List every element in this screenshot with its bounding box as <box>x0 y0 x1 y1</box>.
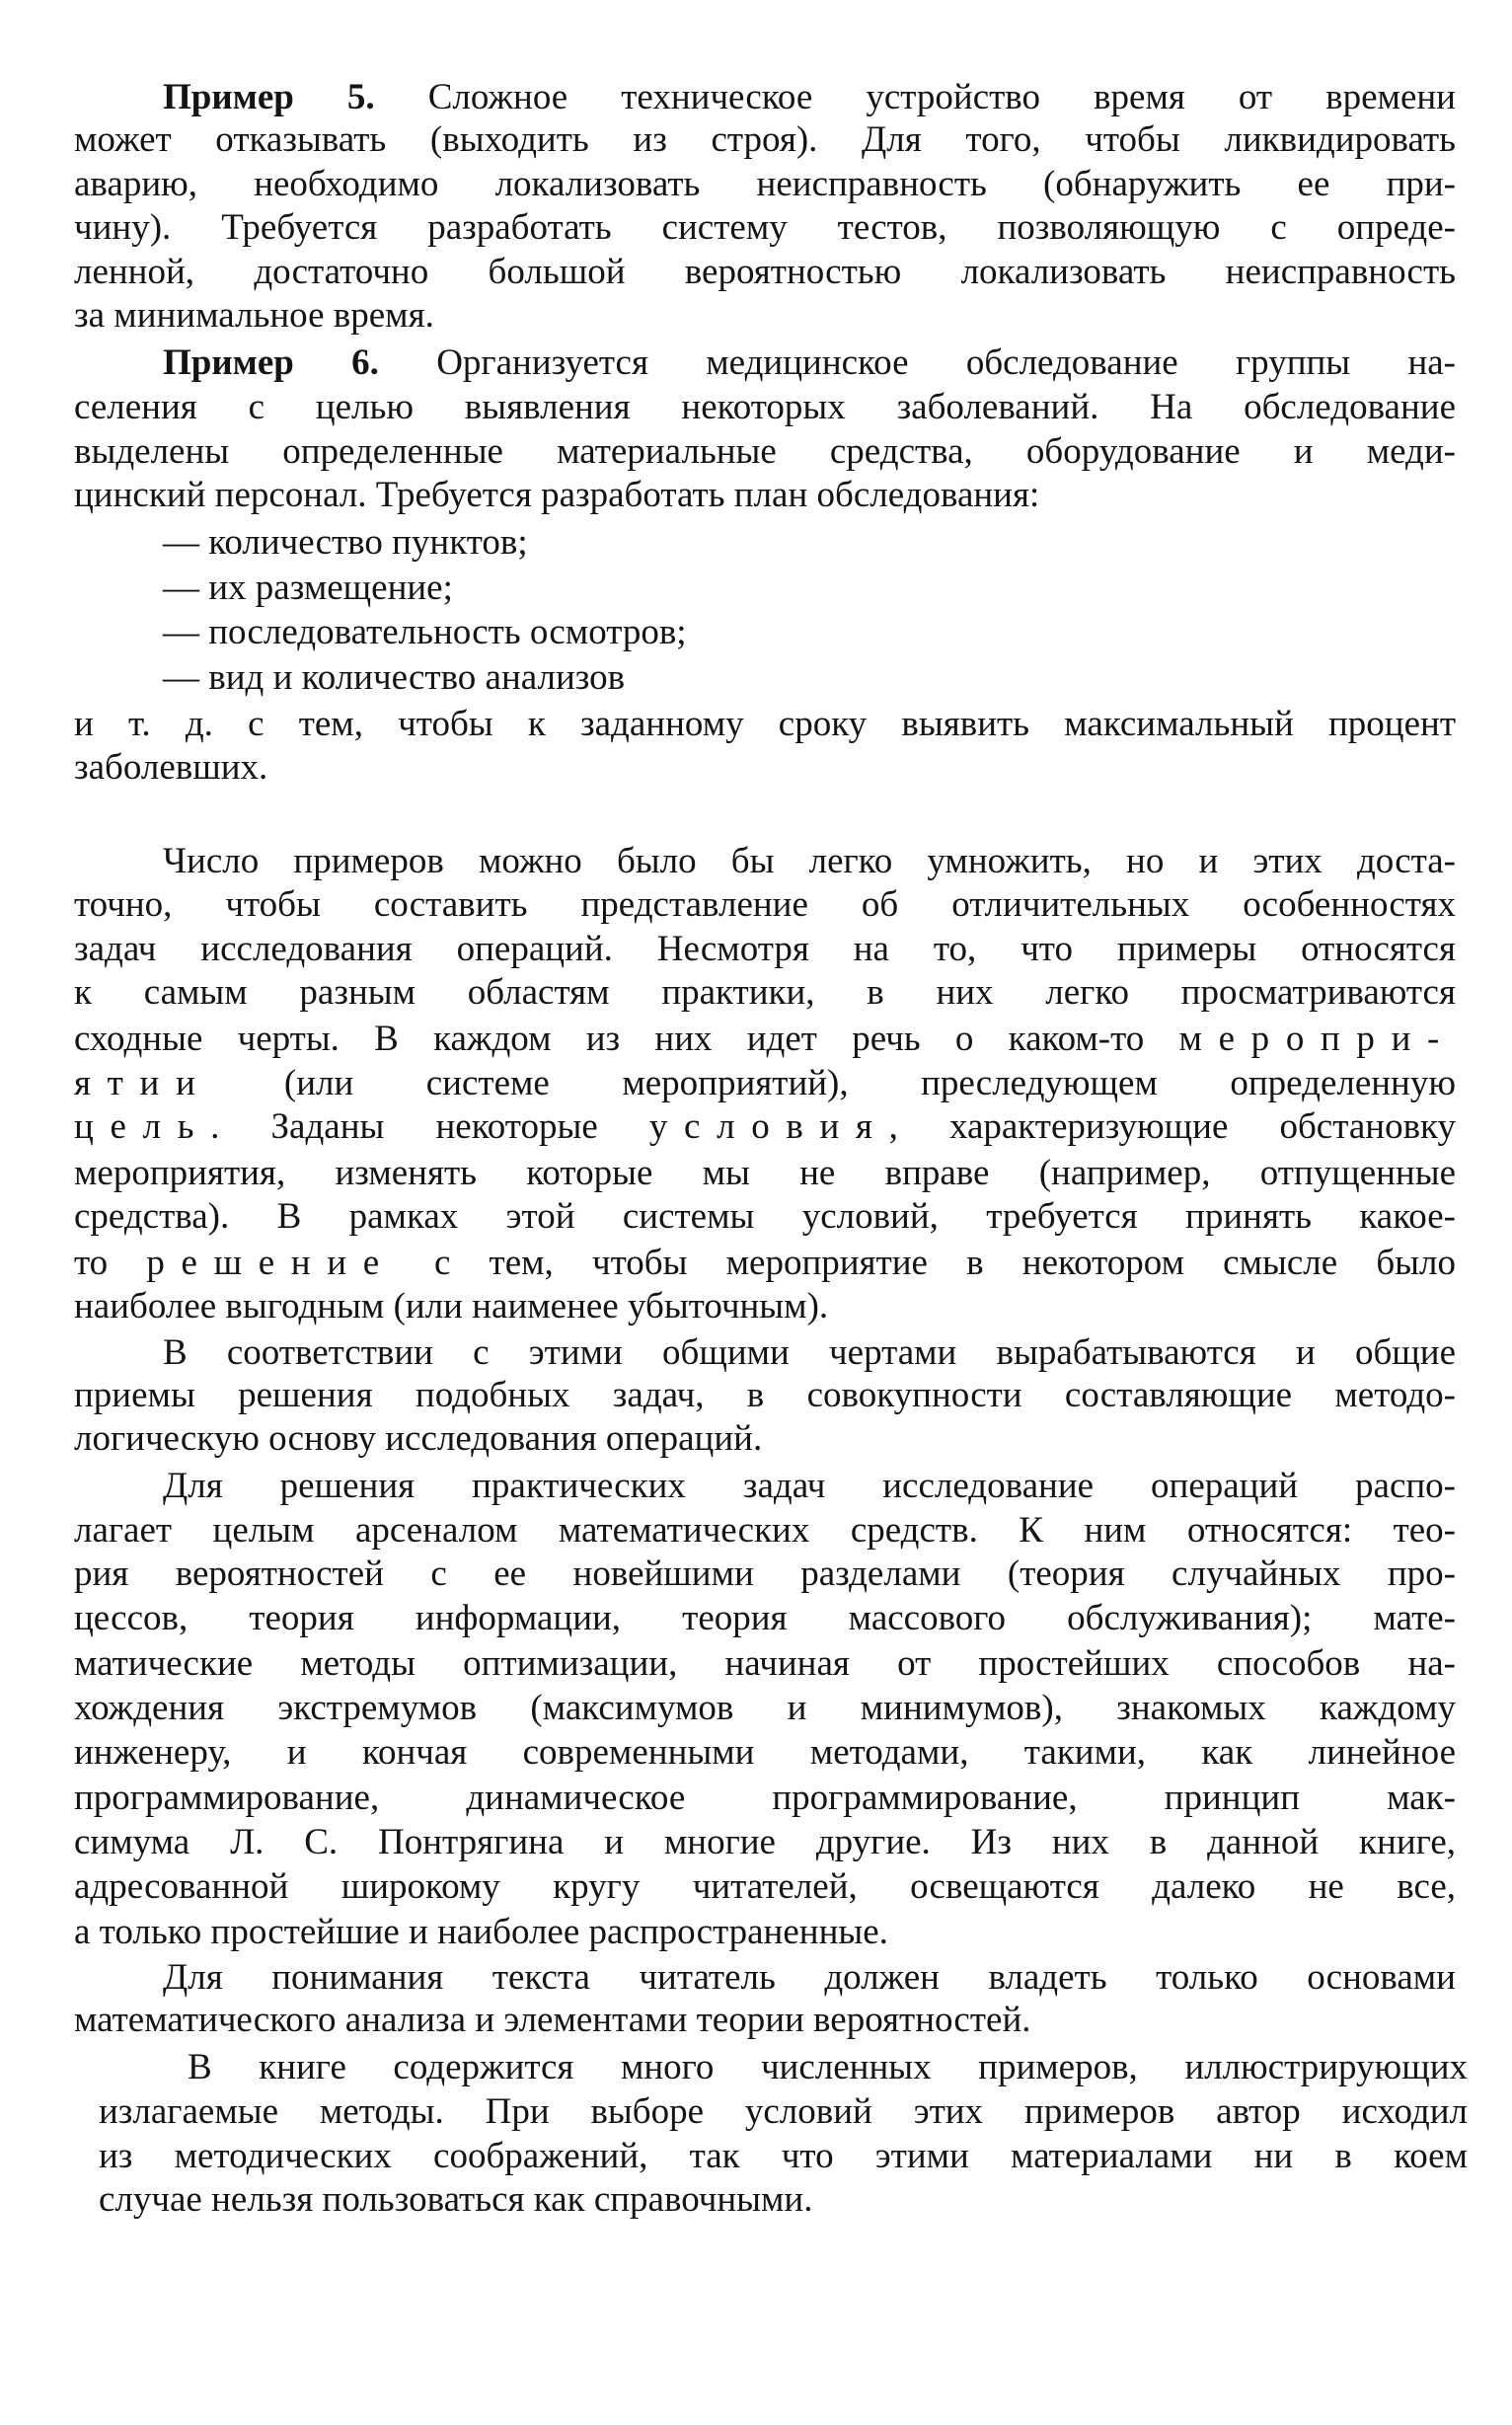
text-line <box>74 206 1456 250</box>
text-line <box>74 1285 1456 1328</box>
text-line <box>74 1911 1456 1954</box>
text-line <box>74 1018 1456 1061</box>
text-line <box>74 611 1456 654</box>
text-segment: математического анализа и элементами теории вероятностей. <box>74 2000 1031 2040</box>
text-line <box>74 294 1456 338</box>
text-segment: приемы решения подобных задач, в совокупности составляющие методо- <box>74 1375 1456 1415</box>
text-segment: случае нельзя пользоваться как справочными. <box>99 2179 813 2220</box>
text-line <box>74 474 1456 517</box>
text-line <box>74 1331 1456 1375</box>
text-segment: инженеру, и кончая современными методами, такими, как линейное <box>74 1732 1456 1773</box>
text-line <box>74 840 1456 883</box>
emphasized-term: условия <box>648 1106 889 1147</box>
text-line <box>74 746 1456 790</box>
text-line <box>99 2178 1468 2222</box>
text-line <box>74 656 1456 700</box>
text-segment: задач исследования операций. Несмотря на то, что примеры относятся <box>74 929 1456 969</box>
text-segment: Для понимания текста читатель должен владеть только основами <box>163 1957 1456 1998</box>
text-segment: В книге содержится много численных примеров, иллюстрирующих <box>188 2047 1468 2087</box>
text-segment: и т. д. с тем, чтобы к заданному сроку выявить максимальный процент <box>74 704 1456 744</box>
text-line <box>74 971 1456 1015</box>
text-line <box>74 341 1456 385</box>
text-line <box>74 1642 1456 1686</box>
text-line <box>74 1731 1456 1775</box>
emphasized-term: цель <box>74 1106 211 1147</box>
text-segment: — вид и количество анализов <box>163 657 626 698</box>
text-segment: Число примеров можно было бы легко умножить, но и этих доста- <box>163 841 1456 881</box>
text-segment: за минимальное время. <box>74 295 434 336</box>
text-segment: выделены определенные материальные средства, оборудование и меди- <box>74 431 1456 472</box>
text-segment: излагаемые методы. При выборе условий этих примеров автор исходил <box>99 2091 1468 2132</box>
text-segment: В соответствии с этими общими чертами вырабатываются и общие <box>163 1332 1456 1373</box>
text-line <box>74 1242 1456 1285</box>
text-segment: . Заданы некоторые <box>210 1106 649 1147</box>
emphasized-term: решение <box>146 1243 396 1283</box>
text-segment: может отказывать (выходить из строя). Для того, чтобы ликвидировать <box>74 119 1456 160</box>
text-line <box>99 2135 1468 2178</box>
text-line <box>74 567 1456 610</box>
text-segment: Организуется медицинское обследование группы на- <box>378 342 1456 383</box>
text-segment: — количество пунктов; <box>163 522 528 563</box>
text-line <box>74 1374 1456 1417</box>
text-segment: к самым разным областям практики, в них легко просматриваются <box>74 972 1456 1013</box>
text-segment: рия вероятностей с ее новейшими разделами (теория случайных про- <box>74 1554 1456 1594</box>
text-segment: — их размещение; <box>163 568 453 608</box>
text-segment: заболевших. <box>74 747 268 788</box>
text-segment: адресованной широкому кругу читателей, освещаются далеко не все, <box>74 1866 1456 1907</box>
text-segment: цинский персонал. Требуется разработать план обследования: <box>74 475 1040 515</box>
text-line <box>74 1999 1456 2042</box>
example-label: Пример 6. <box>163 342 379 383</box>
text-segment: Сложное техническое устройство время от времени <box>374 77 1456 117</box>
text-segment: лагает целым арсеналом математических средств. К ним относятся: тео- <box>74 1510 1456 1551</box>
text-line <box>74 928 1456 971</box>
text-line <box>74 521 1456 565</box>
text-line <box>74 1956 1456 2000</box>
text-line <box>74 1509 1456 1553</box>
text-line <box>74 1777 1456 1820</box>
text-segment: мероприятия, изменять которые мы не вправе (например, отпущенные <box>74 1153 1456 1193</box>
text-segment: хождения экстремумов (максимумов и минимумов), знакомых каждому <box>74 1688 1456 1728</box>
text-line <box>74 1597 1456 1640</box>
text-line <box>74 1821 1456 1864</box>
text-segment: наиболее выгодным (или наименее убыточным). <box>74 1286 829 1326</box>
text-segment: аварию, необходимо локализовать неисправность (обнаружить ее при- <box>74 164 1456 204</box>
text-segment: логическую основу исследования операций. <box>74 1418 763 1459</box>
text-segment: (или системе мероприятий), преследующем определенную <box>211 1063 1456 1103</box>
text-segment: сходные черты. В каждом из них идет речь о каком-то <box>74 1019 1179 1059</box>
text-segment: с тем, чтобы мероприятие в некотором смысле было <box>395 1243 1456 1283</box>
text-line <box>74 703 1456 746</box>
text-segment: , характеризующие обстановку <box>888 1106 1456 1147</box>
text-line <box>74 1152 1456 1195</box>
text-segment: — последовательность осмотров; <box>163 612 687 652</box>
text-line <box>99 2090 1468 2134</box>
text-segment: матические методы оптимизации, начиная от простейших способов на- <box>74 1643 1456 1684</box>
text-line <box>74 1865 1456 1909</box>
text-segment: Для решения практических задач исследование операций распо- <box>163 1466 1456 1506</box>
text-line <box>74 76 1456 119</box>
example-label: Пример 5. <box>163 77 375 117</box>
text-segment: средства). В рамках этой системы условий, требуется принять какое- <box>74 1196 1456 1237</box>
text-line <box>74 1062 1456 1105</box>
text-line <box>74 883 1456 927</box>
text-line <box>74 1105 1456 1149</box>
text-segment: чину). Требуется разработать систему тестов, позволяющую с опреде- <box>74 207 1456 248</box>
text-segment: программирование, динамическое программирование, принцип мак- <box>74 1778 1456 1818</box>
text-line <box>74 1195 1456 1239</box>
text-segment: селения с целью выявления некоторых заболеваний. На обследование <box>74 387 1456 427</box>
text-line <box>74 386 1456 429</box>
text-line <box>74 1465 1456 1508</box>
text-line <box>74 251 1456 294</box>
text-line <box>74 1687 1456 1730</box>
emphasized-term: ятии <box>74 1063 212 1103</box>
text-segment: из методических соображений, так что этими материалами ни в коем <box>99 2136 1468 2176</box>
text-line <box>74 1553 1456 1596</box>
text-segment: а только простейшие и наиболее распространенные. <box>74 1912 888 1952</box>
emphasized-term: меропри- <box>1178 1019 1456 1059</box>
text-line <box>74 1417 1456 1461</box>
text-segment: точно, чтобы составить представление об отличительных особенностях <box>74 884 1456 925</box>
text-segment: симума Л. С. Понтрягина и многие другие. Из них в данной книге, <box>74 1822 1456 1862</box>
text-line <box>74 163 1456 206</box>
text-line <box>99 2046 1468 2089</box>
text-line <box>74 430 1456 474</box>
text-segment: цессов, теория информации, теория массового обслуживания); мате- <box>74 1598 1456 1638</box>
text-segment: то <box>74 1243 147 1283</box>
text-line <box>74 118 1456 162</box>
text-segment: ленной, достаточно большой вероятностью локализовать неисправность <box>74 252 1456 292</box>
